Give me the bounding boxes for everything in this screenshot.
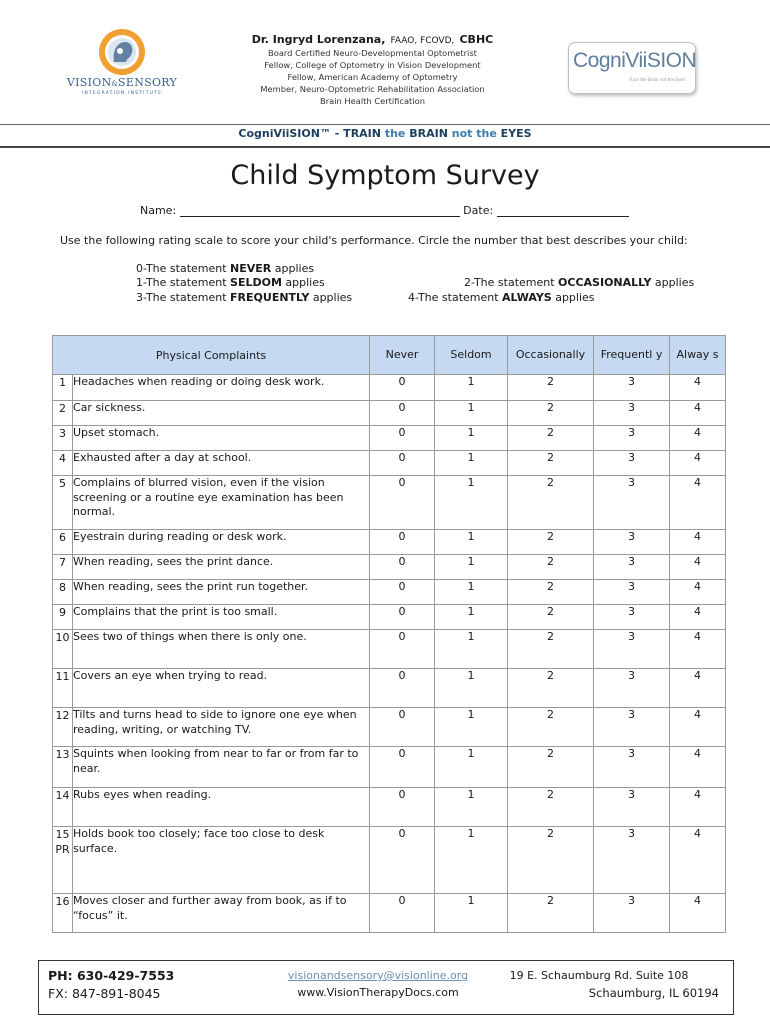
tagline: CogniViiSION™ - TRAIN the BRAIN not the EYES xyxy=(238,127,532,140)
phone: PH: 630-429-7553 xyxy=(48,968,175,983)
row-number: 10 xyxy=(53,630,73,669)
rating-option[interactable]: 3 xyxy=(594,669,670,708)
rating-option[interactable]: 3 xyxy=(594,580,670,605)
rating-option[interactable]: 4 xyxy=(670,580,726,605)
rating-option[interactable]: 0 xyxy=(370,555,435,580)
rating-option[interactable]: 2 xyxy=(508,476,594,530)
rating-option[interactable]: 0 xyxy=(370,476,435,530)
rating-option[interactable]: 4 xyxy=(670,555,726,580)
symptom-text: When reading, sees the print dance. xyxy=(73,555,370,580)
rating-option[interactable]: 3 xyxy=(594,827,670,894)
rating-option[interactable]: 3 xyxy=(594,401,670,426)
address-line-1: 19 E. Schaumburg Rd. Suite 108 xyxy=(509,969,689,982)
page-title: Child Symptom Survey xyxy=(230,160,540,191)
rating-option[interactable]: 0 xyxy=(370,605,435,630)
email-link[interactable]: visionandsensory@visionline.org xyxy=(287,969,469,982)
symptom-text: Complains of blurred vision, even if the vision screening or a routine eye examination has been normal. xyxy=(73,476,370,530)
rating-option[interactable]: 3 xyxy=(594,747,670,788)
credential-line: Board Certified Neuro-Developmental Optometrist xyxy=(268,48,477,58)
table-row xyxy=(53,708,726,747)
rating-option[interactable]: 4 xyxy=(670,827,726,894)
rating-option[interactable]: 4 xyxy=(670,605,726,630)
rating-option[interactable]: 1 xyxy=(435,375,508,401)
date-label: Date: xyxy=(463,204,494,217)
rating-option[interactable]: 2 xyxy=(508,375,594,401)
table-row xyxy=(53,555,726,580)
rating-option[interactable]: 1 xyxy=(435,747,508,788)
row-number: 12 xyxy=(53,708,73,747)
table-row xyxy=(53,401,726,426)
rating-option[interactable]: 3 xyxy=(594,708,670,747)
table-header-row xyxy=(53,336,726,375)
row-number: 6 xyxy=(53,530,73,555)
rating-option[interactable]: 4 xyxy=(670,708,726,747)
rating-option[interactable]: 0 xyxy=(370,451,435,476)
name-date-row xyxy=(140,204,629,217)
rating-option[interactable]: 0 xyxy=(370,580,435,605)
rating-option[interactable]: 1 xyxy=(435,827,508,894)
fax: FX: 847-891-8045 xyxy=(48,986,161,1001)
rating-option[interactable]: 4 xyxy=(670,401,726,426)
symptom-text: Car sickness. xyxy=(73,401,370,426)
table-row xyxy=(53,580,726,605)
symptom-text: Tilts and turns head to side to ignore one eye when reading, writing, or watching TV. xyxy=(73,708,370,747)
vision-sensory-wordmark: VISION&SENSORY xyxy=(66,76,178,89)
rating-option[interactable]: 0 xyxy=(370,530,435,555)
row-number: 1 xyxy=(53,375,73,401)
rating-option[interactable]: 0 xyxy=(370,426,435,451)
rating-option[interactable]: 0 xyxy=(370,669,435,708)
symptom-text: Moves closer and further away from book, as if to “focus” it. xyxy=(73,894,370,933)
rating-option[interactable]: 3 xyxy=(594,605,670,630)
rating-option[interactable]: 2 xyxy=(508,788,594,827)
name-label: Name: xyxy=(140,204,177,217)
table-row xyxy=(53,747,726,788)
credential-line: Brain Health Certification xyxy=(320,96,425,106)
table-row xyxy=(53,476,726,530)
rating-option[interactable]: 2 xyxy=(508,451,594,476)
row-number: 11 xyxy=(53,669,73,708)
col-frequently: Frequentl y xyxy=(594,336,670,375)
rating-option[interactable]: 1 xyxy=(435,708,508,747)
rating-option[interactable]: 1 xyxy=(435,580,508,605)
rating-option[interactable]: 3 xyxy=(594,630,670,669)
rating-option[interactable]: 3 xyxy=(594,451,670,476)
col-always: Alway s xyxy=(670,336,726,375)
section-heading: Physical Complaints xyxy=(53,336,370,375)
rating-option[interactable]: 1 xyxy=(435,401,508,426)
rating-option[interactable]: 1 xyxy=(435,788,508,827)
name-field[interactable] xyxy=(180,204,460,217)
row-number: 13 xyxy=(53,747,73,788)
symptom-text: Headaches when reading or doing desk work. xyxy=(73,375,370,401)
symptom-text: Rubs eyes when reading. xyxy=(73,788,370,827)
rating-option[interactable]: 2 xyxy=(508,605,594,630)
rating-option[interactable]: 2 xyxy=(508,580,594,605)
rating-option[interactable]: 0 xyxy=(370,894,435,933)
rating-option[interactable]: 3 xyxy=(594,530,670,555)
rating-option[interactable]: 0 xyxy=(370,708,435,747)
vision-sensory-subtitle: INTEGRATION INSTITUTE xyxy=(81,91,163,96)
row-number: 4 xyxy=(53,451,73,476)
rating-option[interactable]: 1 xyxy=(435,530,508,555)
rating-option[interactable]: 4 xyxy=(670,451,726,476)
scale-item: 4-The statement ALWAYS applies xyxy=(408,291,595,304)
rating-option[interactable]: 2 xyxy=(508,426,594,451)
table-row xyxy=(53,894,726,933)
row-number: 16 xyxy=(53,894,73,933)
table-row xyxy=(53,669,726,708)
rating-option[interactable]: 4 xyxy=(670,747,726,788)
rating-option[interactable]: 1 xyxy=(435,894,508,933)
vision-sensory-logo xyxy=(62,28,182,100)
col-never: Never xyxy=(370,336,435,375)
row-number: 8 xyxy=(53,580,73,605)
symptom-text: Exhausted after a day at school. xyxy=(73,451,370,476)
table-row xyxy=(53,530,726,555)
rating-option[interactable]: 4 xyxy=(670,894,726,933)
website-link[interactable]: www.VisionTherapyDocs.com xyxy=(297,986,459,999)
rating-option[interactable]: 3 xyxy=(594,476,670,530)
scale-item: 2-The statement OCCASIONALLY applies xyxy=(464,276,695,289)
rating-option[interactable]: 3 xyxy=(594,555,670,580)
row-number: 14 xyxy=(53,788,73,827)
rating-option[interactable]: 0 xyxy=(370,401,435,426)
rating-option[interactable]: 2 xyxy=(508,630,594,669)
rating-option[interactable]: 0 xyxy=(370,827,435,894)
symptom-text: Holds book too closely; face too close to desk surface. xyxy=(73,827,370,894)
credential-line: Fellow, American Academy of Optometry xyxy=(287,72,458,82)
rating-option[interactable]: 3 xyxy=(594,426,670,451)
rating-option[interactable]: 3 xyxy=(594,788,670,827)
credential-line: Member, Neuro-Optometric Rehabilitation Association xyxy=(260,84,485,94)
rating-option[interactable]: 4 xyxy=(670,426,726,451)
row-number: 7 xyxy=(53,555,73,580)
symptom-text: Squints when looking from near to far or from far to near. xyxy=(73,747,370,788)
header-divider xyxy=(0,124,770,125)
symptom-table xyxy=(52,335,726,933)
rating-option[interactable]: 2 xyxy=(508,401,594,426)
table-row xyxy=(53,827,726,894)
col-seldom: Seldom xyxy=(435,336,508,375)
rating-option[interactable]: 4 xyxy=(670,375,726,401)
row-number: 9 xyxy=(53,605,73,630)
rating-option[interactable]: 2 xyxy=(508,894,594,933)
row-number: 5 xyxy=(53,476,73,530)
row-number: 15PR xyxy=(53,827,73,894)
symptom-text: When reading, sees the print run together. xyxy=(73,580,370,605)
scale-item: 1-The statement SELDOM applies xyxy=(136,276,325,289)
tagline-divider xyxy=(0,146,770,148)
scale-item: 0-The statement NEVER applies xyxy=(136,262,315,275)
instructions: Use the following rating scale to score your child's performance. Circle the number that best describes your child: xyxy=(60,234,688,247)
credential-line: Fellow, College of Optometry in Vision Development xyxy=(264,60,481,70)
rating-option[interactable]: 4 xyxy=(670,788,726,827)
rating-option[interactable]: 2 xyxy=(508,555,594,580)
row-number: 2 xyxy=(53,401,73,426)
rating-option[interactable]: 3 xyxy=(594,894,670,933)
table-row xyxy=(53,375,726,401)
rating-option[interactable]: 0 xyxy=(370,375,435,401)
rating-option[interactable]: 2 xyxy=(508,530,594,555)
rating-option[interactable]: 0 xyxy=(370,788,435,827)
rating-option[interactable]: 4 xyxy=(670,530,726,555)
rating-option[interactable]: 2 xyxy=(508,747,594,788)
scale-item: 3-The statement FREQUENTLY applies xyxy=(136,291,353,304)
rating-option[interactable]: 2 xyxy=(508,669,594,708)
date-field[interactable] xyxy=(497,204,629,217)
doctor-name-line: Dr. Ingryd Lorenzana, FAAO, FCOVD, CBHC xyxy=(251,33,494,46)
rating-option[interactable]: 1 xyxy=(435,555,508,580)
symptom-text: Sees two of things when there is only one. xyxy=(73,630,370,669)
rating-option[interactable]: 1 xyxy=(435,630,508,669)
rating-option[interactable]: 4 xyxy=(670,476,726,530)
rating-option[interactable]: 1 xyxy=(435,426,508,451)
row-number: 3 xyxy=(53,426,73,451)
doctor-info xyxy=(230,28,515,107)
symptom-text: Covers an eye when trying to read. xyxy=(73,669,370,708)
table-row xyxy=(53,788,726,827)
symptom-text: Upset stomach. xyxy=(73,426,370,451)
rating-option[interactable]: 1 xyxy=(435,669,508,708)
rating-option[interactable]: 0 xyxy=(370,747,435,788)
rating-option[interactable]: 1 xyxy=(435,476,508,530)
col-occasionally: Occasionally xyxy=(508,336,594,375)
cogniviision-logo: CogniViiSION Train the Brain not the Eyes xyxy=(568,42,696,94)
rating-option[interactable]: 1 xyxy=(435,605,508,630)
rating-option[interactable]: 2 xyxy=(508,827,594,894)
table-row xyxy=(53,451,726,476)
table-row xyxy=(53,630,726,669)
rating-option[interactable]: 1 xyxy=(435,451,508,476)
rating-option[interactable]: 4 xyxy=(670,669,726,708)
rating-option[interactable]: 3 xyxy=(594,375,670,401)
rating-option[interactable]: 4 xyxy=(670,630,726,669)
footer xyxy=(38,960,734,1015)
table-row xyxy=(53,426,726,451)
rating-option[interactable]: 0 xyxy=(370,630,435,669)
address-line-2: Schaumburg, IL 60194 xyxy=(588,986,719,1000)
rating-option[interactable]: 2 xyxy=(508,708,594,747)
table-row xyxy=(53,605,726,630)
symptom-text: Complains that the print is too small. xyxy=(73,605,370,630)
symptom-text: Eyestrain during reading or desk work. xyxy=(73,530,370,555)
